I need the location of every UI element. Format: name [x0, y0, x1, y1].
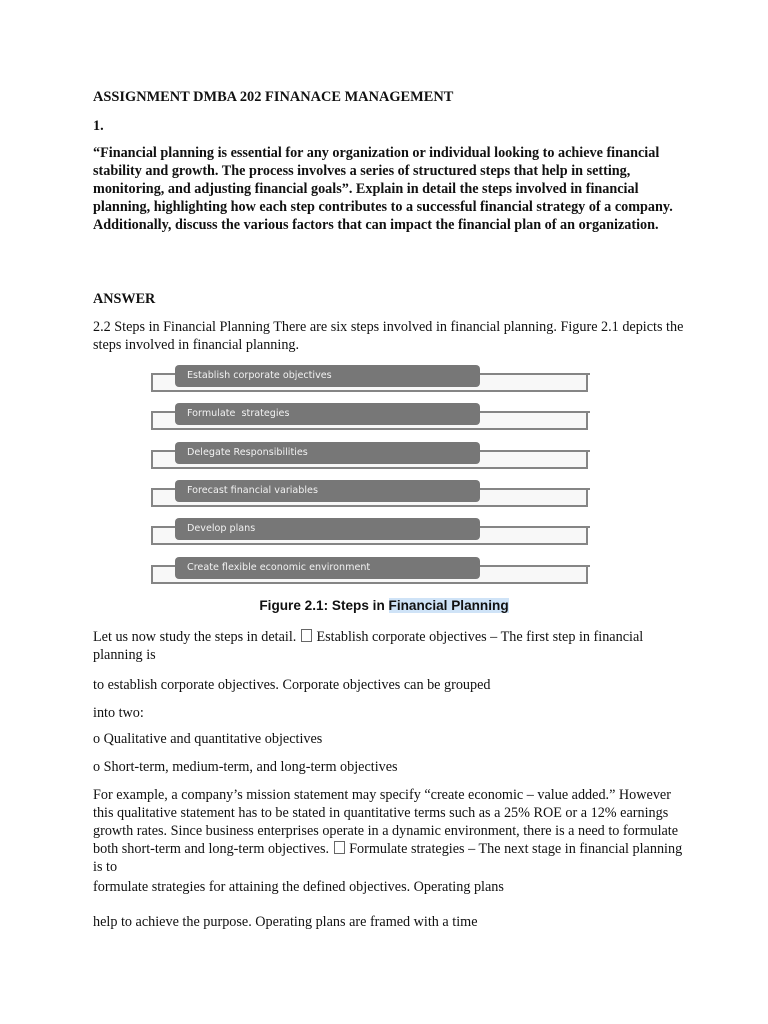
document-title: ASSIGNMENT DMBA 202 FINANACE MANAGEMENT	[93, 89, 454, 105]
question-number: 1.	[93, 118, 104, 134]
step-row	[150, 362, 592, 392]
caption-prefix: Figure 2.1: Steps in	[259, 598, 389, 613]
paragraph: For example, a company’s mission statement may specify “create economic – value added.” However this qualitative statement has to be stated in quantitative terms such as a 25% ROE or a 12% earnings growth rates. Since business enterprises operate in a dynamic environment, there is a need to formulate both short-term and long-term objectives. Formulate strategies – The next stage in financial planning is to	[93, 787, 683, 875]
paragraph: Let us now study the steps in detail. Establish corporate objectives – The first step in financial planning is	[93, 629, 644, 663]
paragraph: to establish corporate objectives. Corporate objectives can be grouped	[93, 677, 491, 693]
step-label: Forecast financial variables	[175, 480, 480, 502]
step-label: Develop plans	[175, 518, 480, 540]
paragraph: help to achieve the purpose. Operating plans are framed with a time	[93, 914, 478, 930]
step-row	[150, 439, 592, 469]
question-text: “Financial planning is essential for any organization or individual looking to achieve financial stability and growth. The process involves a series of structured steps that help in setting, monitoring, and adjusting financial goals”. Explain in detail the steps involved in financial planning, highlighting how each step contributes to a successful financial strategy of a company. Additionally, discuss the various factors that can impact the financial plan of an organization.	[93, 145, 673, 233]
list-item: o Short-term, medium-term, and long-term objectives	[93, 759, 398, 775]
caption-highlight: Financial Planning	[388, 598, 509, 613]
bullet-placeholder-icon	[301, 629, 312, 642]
steps-diagram	[150, 362, 592, 592]
paragraph: formulate strategies for attaining the defined objectives. Operating plans	[93, 879, 504, 895]
intro-paragraph: 2.2 Steps in Financial Planning There are six steps involved in financial planning. Figure 2.1 depicts the steps involved in financial planning.	[93, 319, 684, 353]
paragraph: into two:	[93, 705, 144, 721]
bullet-placeholder-icon	[334, 841, 345, 854]
step-row	[150, 477, 592, 507]
answer-heading: ANSWER	[93, 291, 156, 307]
figure-caption	[0, 598, 768, 613]
step-label: Formulate strategies	[175, 403, 480, 425]
step-row	[150, 554, 592, 584]
list-item: o Qualitative and quantitative objectives	[93, 731, 323, 747]
step-label: Establish corporate objectives	[175, 365, 480, 387]
step-row	[150, 515, 592, 545]
step-row	[150, 400, 592, 430]
step-label: Delegate Responsibilities	[175, 442, 480, 464]
step-label: Create flexible economic environment	[175, 557, 480, 579]
